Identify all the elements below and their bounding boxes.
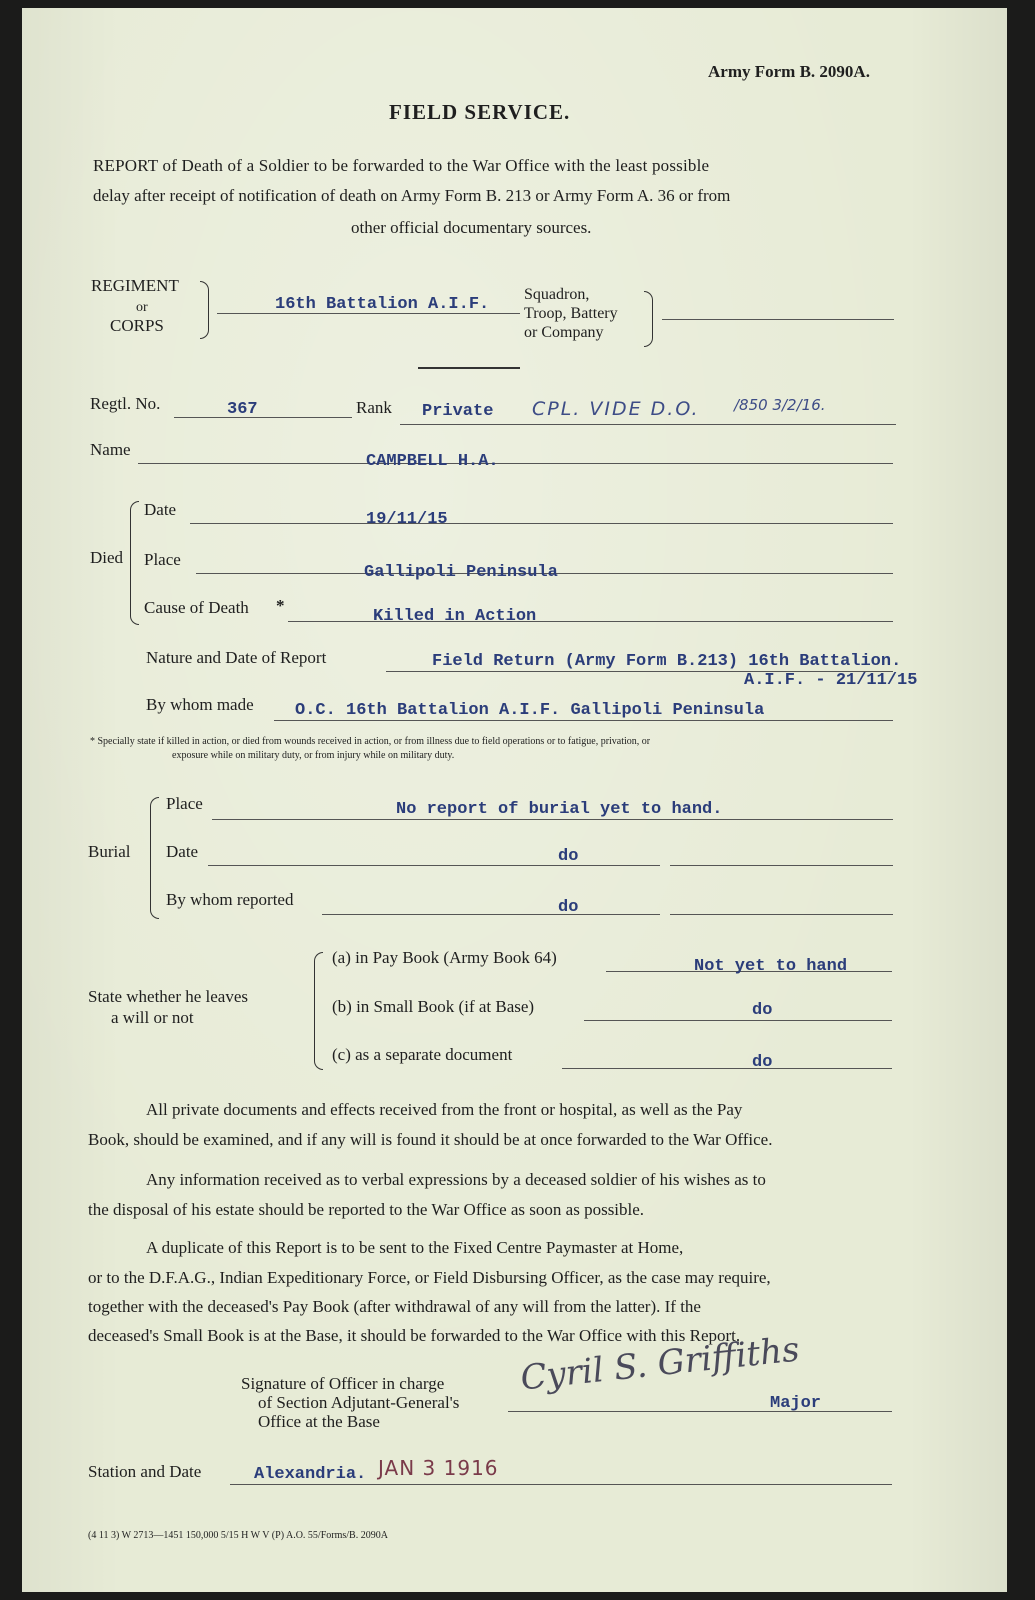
troop-label: Troop, Battery (524, 305, 618, 322)
instructions-p3-line2: or to the D.F.A.G., Indian Expeditionary Force, or Field Disbursing Officer, as the case may require, (88, 1268, 771, 1287)
burial-date-value: do (558, 847, 579, 866)
died-date-value: 19/11/15 (366, 510, 448, 529)
will-a-label: (a) in Pay Book (Army Book 64) (332, 948, 557, 967)
will-b-label: (b) in Small Book (if at Base) (332, 997, 535, 1016)
will-label-2: a will or not (111, 1008, 194, 1027)
regtl-no-value: 367 (227, 400, 258, 419)
will-b-line (584, 1020, 892, 1021)
signature-rank: Major (770, 1394, 822, 1413)
died-label: Died (90, 548, 124, 567)
will-c-label: (c) as a separate document (332, 1045, 513, 1064)
regtl-no-line (174, 417, 352, 418)
burial-place-line (212, 819, 893, 820)
by-whom-made-line (274, 720, 893, 721)
signature-line (508, 1411, 892, 1412)
died-place-label: Place (144, 550, 181, 569)
burial-date-line (208, 865, 660, 866)
footnote-line-1: * Specially state if killed in action, or died from wounds received in action, or from illness due to field operations or to fatigue, privation, or (90, 736, 651, 747)
instructions-p3-line1: A duplicate of this Report is to be sent to the Fixed Centre Paymaster at Home, (146, 1238, 684, 1257)
burial-reported-line (322, 914, 660, 915)
squadron-label: Squadron, (524, 286, 590, 303)
rank-annotation: CPL. VIDE D.O. (532, 398, 700, 420)
cause-label: Cause of Death (144, 598, 249, 617)
nature-label: Nature and Date of Report (146, 648, 327, 667)
regiment-value: 16th Battalion A.I.F. (275, 295, 490, 314)
burial-place-value: No report of burial yet to hand. (396, 800, 723, 819)
date-stamp: JAN 3 1916 (378, 1456, 499, 1480)
regtl-no-label: Regtl. No. (90, 394, 161, 413)
regiment-or-label: or (136, 300, 148, 315)
instructions-p2-line2: the disposal of his estate should be reported to the War Office as soon as possible. (88, 1200, 645, 1219)
by-whom-made-value: O.C. 16th Battalion A.I.F. Gallipoli Peninsula (295, 701, 765, 720)
squadron-line (662, 319, 894, 320)
squadron-brace (644, 291, 653, 347)
burial-place-label: Place (166, 794, 203, 813)
rank-line (400, 424, 896, 425)
station-place: Alexandria. (254, 1465, 367, 1484)
instructions-p1-line2: Book, should be examined, and if any will is found it should be at once forwarded to the War Office. (88, 1130, 773, 1149)
burial-brace (150, 797, 159, 919)
burial-reported-value: do (558, 898, 579, 917)
cause-value: Killed in Action (373, 607, 537, 626)
by-whom-made-label: By whom made (146, 695, 254, 714)
burial-date-label: Date (166, 842, 199, 861)
burial-date-line-2 (670, 865, 893, 866)
form-title: FIELD SERVICE. (389, 100, 571, 124)
instructions-p3-line4: deceased's Small Book is at the Base, it should be forwarded to the War Office with this Report. (88, 1326, 741, 1345)
burial-reported-line-2 (670, 914, 893, 915)
signature-label-1: Signature of Officer in charge (241, 1374, 445, 1393)
nature-value-1: Field Return (Army Form B.213) 16th Battalion. (432, 652, 902, 671)
burial-reported-label: By whom reported (166, 890, 294, 909)
will-brace (314, 952, 323, 1070)
died-date-label: Date (144, 500, 177, 519)
company-label: or Company (524, 324, 604, 341)
rank-annotation-ref: /850 3/2/16. (734, 396, 826, 414)
section-divider (418, 367, 520, 369)
instructions-p3-line3: together with the deceased's Pay Book (after withdrawal of any will from the latter). If the (88, 1297, 701, 1316)
form-sheet (22, 8, 1007, 1592)
station-date-line (230, 1484, 892, 1485)
intro-line-1: REPORT of Death of a Soldier to be forwarded to the War Office with the least possible (93, 156, 710, 175)
instructions-p2-line1: Any information received as to verbal expressions by a deceased soldier of his wishes as to (146, 1170, 766, 1189)
name-value: CAMPBELL H.A. (366, 452, 499, 471)
name-label: Name (90, 440, 131, 459)
corps-label: CORPS (110, 316, 164, 335)
will-a-value: Not yet to hand (694, 957, 848, 976)
signature-label-3: Office at the Base (258, 1412, 380, 1431)
will-c-value: do (752, 1053, 773, 1072)
died-place-value: Gallipoli Peninsula (364, 563, 558, 582)
regiment-brace (200, 281, 209, 339)
died-date-line (190, 523, 893, 524)
intro-line-2: delay after receipt of notification of death on Army Form B. 213 or Army Form A. 36 or from (93, 186, 731, 205)
station-date-label: Station and Date (88, 1462, 202, 1481)
instructions-p1-line1: All private documents and effects received from the front or hospital, as well as the Pay (146, 1100, 743, 1119)
form-number: Army Form B. 2090A. (708, 62, 870, 81)
died-brace (130, 501, 139, 625)
regiment-label: REGIMENT (91, 276, 179, 295)
cause-footnote-mark: * (276, 596, 285, 615)
printer-line: (4 11 3) W 2713—1451 150,000 5/15 H W V (P) A.O. 55/Forms/B. 2090A (88, 1530, 388, 1541)
will-b-value: do (752, 1001, 773, 1020)
footnote-line-2: exposure while on military duty, or from injury while on military duty. (172, 750, 455, 761)
intro-line-3: other official documentary sources. (351, 218, 592, 237)
will-label-1: State whether he leaves (88, 987, 249, 1006)
officer-signature: Cyril S. Griffiths (518, 1329, 802, 1399)
signature-label-2: of Section Adjutant-General's (258, 1393, 460, 1412)
rank-value: Private (422, 402, 494, 421)
will-c-line (562, 1068, 892, 1069)
rank-label: Rank (356, 398, 392, 417)
burial-label: Burial (88, 842, 131, 861)
name-line (138, 463, 893, 464)
nature-value-2: A.I.F. - 21/11/15 (744, 671, 918, 690)
